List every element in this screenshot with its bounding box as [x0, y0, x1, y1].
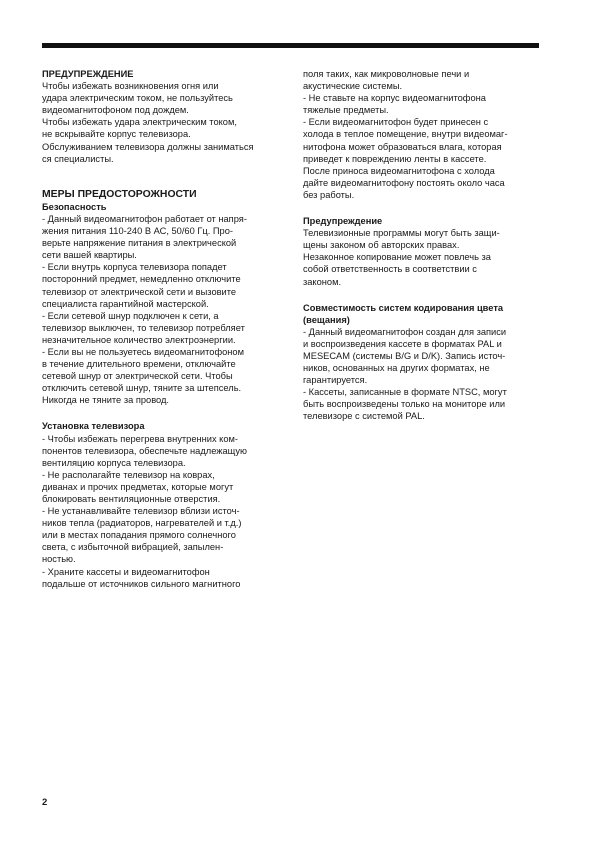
text-line: - Чтобы избежать перегрева внутренних ком- — [42, 433, 239, 444]
text-line: вентиляцию корпуса телевизора. — [42, 457, 186, 468]
text-line: специалиста гарантийной мастерской. — [42, 298, 209, 309]
text-line: ся специалисты. — [42, 153, 114, 164]
text-line: диванах и прочих предметах, которые могут — [42, 481, 234, 492]
safety-subheading: Безопасность — [42, 201, 107, 212]
text-line: Никогда не тяните за провод. — [42, 395, 170, 406]
text-line: щены законом об авторских правах. — [303, 240, 460, 251]
compat-subheading-cont: (вещания) — [303, 314, 350, 325]
text-line: После приноса видеомагнитофона с холода — [303, 165, 495, 176]
text-line: в течение длительного времени, отключайте — [42, 359, 236, 370]
text-line: нитофона может образоваться влага, которая — [303, 141, 502, 152]
text-line: - Если сетевой шнур подключен к сети, а — [42, 310, 219, 321]
precautions-heading: МЕРЫ ПРЕДОСТОРОЖНОСТИ — [42, 188, 197, 200]
text-line: не вскрывайте корпус телевизора. — [42, 129, 191, 140]
text-line: холода в теплое помещение, внутри видеомаг- — [303, 129, 508, 140]
text-line: ников, основанных на других форматах, не — [303, 363, 490, 374]
text-line: - Кассеты, записанные в формате NTSC, могут — [303, 387, 507, 398]
text-line: посторонний предмет, немедленно отключите — [42, 274, 241, 285]
text-line: телевизоре с системой PAL. — [303, 411, 425, 422]
install-subheading: Установка телевизора — [42, 421, 145, 432]
text-line: - Не ставьте на корпус видеомагнитофона — [303, 93, 486, 104]
text-line: - Данный видеомагнитофон работает от напря- — [42, 213, 247, 224]
text-line: подальше от источников сильного магнитного — [42, 578, 241, 589]
text-line: Чтобы избежать возникновения огня или — [42, 81, 219, 92]
page-number: 2 — [42, 797, 48, 808]
text-line: дайте видеомагнитофону постоять около часа — [303, 177, 505, 188]
text-line: быть воспроизведены только на мониторе или — [303, 399, 506, 410]
left-column — [42, 68, 278, 590]
text-line: ностью. — [42, 554, 76, 565]
text-line: - Если внутрь корпуса телевизора попадет — [42, 262, 227, 273]
text-line: или в местах попадания прямого солнечного — [42, 530, 236, 541]
text-line: поля таких, как микроволновые печи и — [303, 69, 470, 79]
text-line: тяжелые предметы. — [303, 105, 389, 116]
text-line: Незаконное копирование может повлечь за — [303, 252, 491, 263]
compat-subheading: Совместимость систем кодирования цвета — [303, 302, 504, 313]
text-line: - Данный видеомагнитофон создан для записи — [303, 326, 507, 337]
text-line: Чтобы избежать удара электрическим током, — [42, 117, 237, 128]
text-line: собой ответственность в соответствии с — [303, 264, 477, 275]
text-line: гарантируется. — [303, 375, 368, 386]
text-line: - Не располагайте телевизор на коврах, — [42, 469, 215, 480]
text-line: и воспроизведения кассете в форматах PAL и — [303, 338, 502, 349]
text-line: без работы. — [303, 189, 355, 200]
text-line: ников тепла (радиаторов, нагревателей и т.д.) — [42, 518, 242, 529]
text-line: незначительное количество электроэнергии. — [42, 334, 236, 345]
text-line: блокировать вентиляционные отверстия. — [42, 494, 221, 504]
text-line: MESECAM (системы B/G и D/K). Запись источ- — [303, 350, 506, 361]
notice-subheading: Предупреждение — [303, 216, 383, 227]
text-line: - Если видеомагнитофон будет принесен с — [303, 117, 489, 128]
text-line: телевизор выключен, то телевизор потребляет — [42, 322, 245, 333]
text-line: сети вашей квартиры. — [42, 250, 137, 261]
warning-heading: ПРЕДУПРЕЖДЕНИЕ — [42, 69, 134, 79]
text-line: верьте напряжение питания в электрической — [42, 238, 237, 249]
text-line: - Храните кассеты и видеомагнитофон — [42, 566, 210, 577]
text-line: Обслуживанием телевизора должны заниматься — [42, 141, 254, 152]
text-line: акустические системы. — [303, 81, 403, 92]
right-column — [303, 68, 539, 423]
top-rule — [42, 43, 539, 48]
text-line: телевизор от электрической сети и вызовите — [42, 286, 237, 297]
text-line: - Не устанавливайте телевизор вблизи источ- — [42, 506, 240, 517]
text-line: видеомагнитофоном под дождем. — [42, 105, 189, 116]
text-line: жения питания 110-240 В АС, 50/60 Гц. Про- — [42, 226, 233, 237]
text-line: Телевизионные программы могут быть защи- — [303, 228, 500, 239]
text-line: удара электрическим током, не пользуйтесь — [42, 93, 233, 104]
text-line: понентов телевизора, обеспечьте надлежащую — [42, 445, 248, 456]
text-line: приведет к повреждению ленты в кассете. — [303, 153, 487, 164]
text-line: света, с избыточной вибрацией, запылен- — [42, 542, 224, 553]
text-line: законом. — [303, 276, 342, 287]
text-line: отключить сетевой шнур, тяните за штепсель. — [42, 383, 242, 394]
text-line: - Если вы не пользуетесь видеомагнитофоном — [42, 346, 244, 357]
text-line: сетевой шнур от электрической сети. Чтобы — [42, 371, 233, 382]
